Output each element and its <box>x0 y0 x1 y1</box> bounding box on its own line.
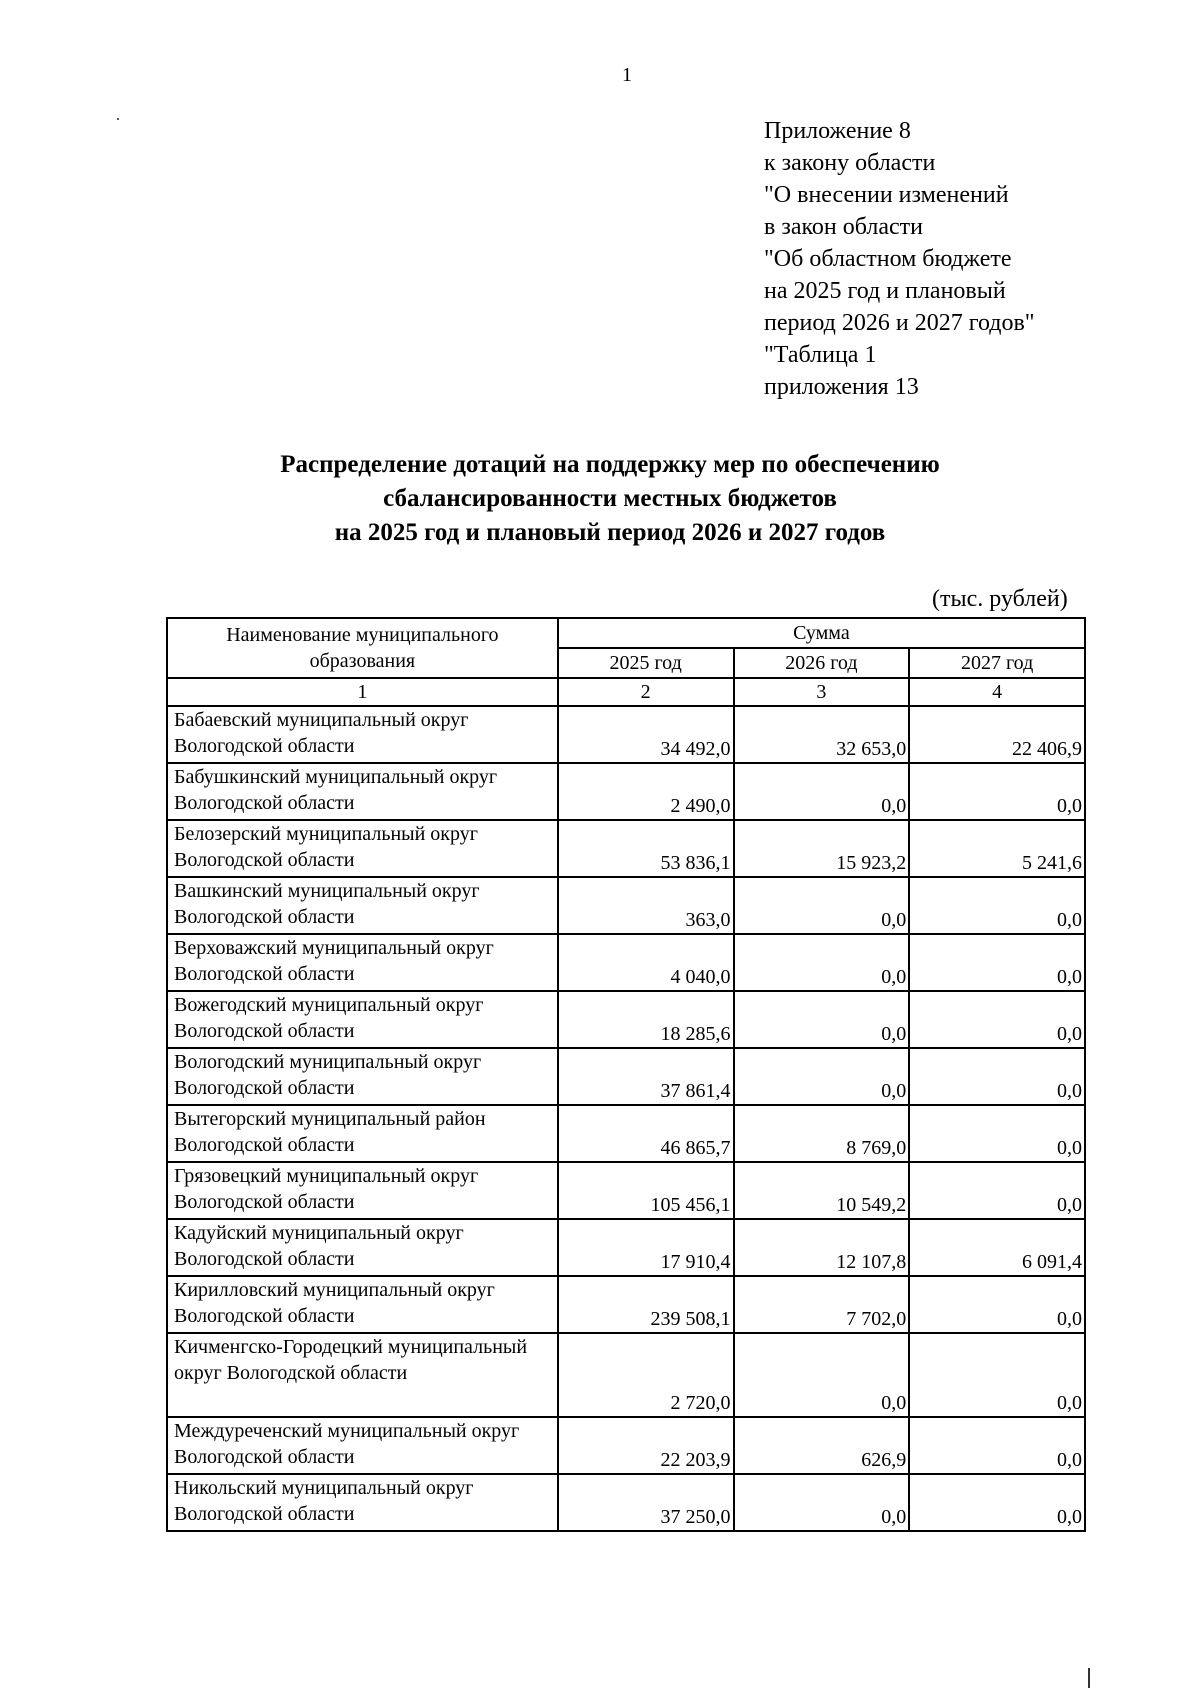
value-2025-cell: 46 865,7 <box>558 1105 734 1162</box>
units-label: (тыс. рублей) <box>932 586 1068 612</box>
header-sum: Сумма <box>558 618 1085 648</box>
municipality-name-cell: Вытегорский муниципальный район Вологодской области <box>167 1105 558 1162</box>
header-name: Наименование муниципального образования <box>167 618 558 678</box>
subsidy-table <box>166 617 1086 1532</box>
value-2026-cell: 12 107,8 <box>734 1219 910 1276</box>
title-line: Распределение дотаций на поддержку мер по обеспечению <box>280 451 940 478</box>
value-2026-cell: 0,0 <box>734 1048 910 1105</box>
value-2026-cell: 15 923,2 <box>734 820 910 877</box>
value-2026-cell: 8 769,0 <box>734 1105 910 1162</box>
table-body <box>167 706 1085 1531</box>
value-2025-cell: 105 456,1 <box>558 1162 734 1219</box>
municipality-name-cell: Кадуйский муниципальный округ Вологодской области <box>167 1219 558 1276</box>
value-2027-cell: 0,0 <box>909 1474 1085 1531</box>
value-2025-cell: 363,0 <box>558 877 734 934</box>
appendix-line: на 2025 год и плановый <box>764 278 1006 304</box>
municipality-name-cell: Бабаевский муниципальный округ Вологодской области <box>167 706 558 763</box>
value-2027-cell: 0,0 <box>909 1162 1085 1219</box>
header-year-2025: 2025 год <box>558 648 734 678</box>
value-2026-cell: 0,0 <box>734 877 910 934</box>
table-row <box>167 763 1085 820</box>
value-2027-cell: 22 406,9 <box>909 706 1085 763</box>
value-2025-cell: 2 720,0 <box>558 1333 734 1417</box>
value-2026-cell: 0,0 <box>734 934 910 991</box>
header-year-2026: 2026 год <box>734 648 910 678</box>
table-row <box>167 1105 1085 1162</box>
column-number: 4 <box>909 678 1085 706</box>
value-2025-cell: 239 508,1 <box>558 1276 734 1333</box>
value-2025-cell: 18 285,6 <box>558 991 734 1048</box>
table-row <box>167 934 1085 991</box>
value-2027-cell: 0,0 <box>909 1276 1085 1333</box>
value-2025-cell: 53 836,1 <box>558 820 734 877</box>
appendix-reference <box>764 115 1035 403</box>
value-2027-cell: 0,0 <box>909 991 1085 1048</box>
appendix-line: приложения 13 <box>764 374 919 400</box>
value-2025-cell: 22 203,9 <box>558 1417 734 1474</box>
table-row <box>167 1162 1085 1219</box>
value-2027-cell: 0,0 <box>909 1105 1085 1162</box>
table-row <box>167 1219 1085 1276</box>
value-2027-cell: 0,0 <box>909 1333 1085 1417</box>
municipality-name-cell: Верховажский муниципальный округ Вологодской области <box>167 934 558 991</box>
table-row <box>167 1276 1085 1333</box>
table-row <box>167 1474 1085 1531</box>
municipality-name-cell: Грязовецкий муниципальный округ Вологодской области <box>167 1162 558 1219</box>
appendix-line: к закону области <box>764 150 936 176</box>
table-row <box>167 1048 1085 1105</box>
municipality-name-cell: Вологодский муниципальный округ Вологодской области <box>167 1048 558 1105</box>
value-2026-cell: 0,0 <box>734 763 910 820</box>
column-number: 3 <box>734 678 910 706</box>
appendix-line: период 2026 и 2027 годов" <box>764 310 1035 336</box>
value-2026-cell: 0,0 <box>734 991 910 1048</box>
appendix-line: "О внесении изменений <box>764 182 1009 208</box>
column-number: 2 <box>558 678 734 706</box>
value-2026-cell: 7 702,0 <box>734 1276 910 1333</box>
table-row <box>167 1417 1085 1474</box>
title-line: на 2025 год и плановый период 2026 и 2027 годов <box>334 519 886 546</box>
document-title <box>180 448 1040 550</box>
table-row <box>167 877 1085 934</box>
value-2025-cell: 4 040,0 <box>558 934 734 991</box>
value-2026-cell: 32 653,0 <box>734 706 910 763</box>
value-2027-cell: 0,0 <box>909 1048 1085 1105</box>
value-2025-cell: 37 250,0 <box>558 1474 734 1531</box>
table-row <box>167 820 1085 877</box>
value-2025-cell: 2 490,0 <box>558 763 734 820</box>
municipality-name-cell: Кирилловский муниципальный округ Вологодской области <box>167 1276 558 1333</box>
value-2026-cell: 0,0 <box>734 1474 910 1531</box>
appendix-line: "Об областном бюджете <box>764 246 1012 272</box>
edge-mark <box>1088 1668 1090 1688</box>
table-row <box>167 1333 1085 1417</box>
scan-dot <box>117 118 119 120</box>
appendix-line: "Таблица 1 <box>764 342 877 368</box>
value-2027-cell: 0,0 <box>909 763 1085 820</box>
value-2027-cell: 0,0 <box>909 877 1085 934</box>
value-2026-cell: 10 549,2 <box>734 1162 910 1219</box>
municipality-name-cell: Вожегодский муниципальный округ Вологодской области <box>167 991 558 1048</box>
table-row <box>167 991 1085 1048</box>
municipality-name-cell: Никольский муниципальный округ Вологодской области <box>167 1474 558 1531</box>
value-2025-cell: 37 861,4 <box>558 1048 734 1105</box>
page-number: 1 <box>622 64 632 86</box>
value-2027-cell: 0,0 <box>909 934 1085 991</box>
appendix-line: в закон области <box>764 214 923 240</box>
column-number: 1 <box>167 678 558 706</box>
appendix-line: Приложение 8 <box>764 118 911 144</box>
municipality-name-cell: Белозерский муниципальный округ Вологодской области <box>167 820 558 877</box>
municipality-name-cell: Междуреченский муниципальный округ Вологодской области <box>167 1417 558 1474</box>
value-2027-cell: 6 091,4 <box>909 1219 1085 1276</box>
value-2027-cell: 5 241,6 <box>909 820 1085 877</box>
municipality-name-cell: Вашкинский муниципальный округ Вологодской области <box>167 877 558 934</box>
header-year-2027: 2027 год <box>909 648 1085 678</box>
value-2025-cell: 17 910,4 <box>558 1219 734 1276</box>
value-2026-cell: 626,9 <box>734 1417 910 1474</box>
municipality-name-cell: Бабушкинский муниципальный округ Вологодской области <box>167 763 558 820</box>
value-2025-cell: 34 492,0 <box>558 706 734 763</box>
value-2027-cell: 0,0 <box>909 1417 1085 1474</box>
title-line: сбалансированности местных бюджетов <box>383 485 837 512</box>
value-2026-cell: 0,0 <box>734 1333 910 1417</box>
municipality-name-cell: Кичменгско-Городецкий муниципальный округ Вологодской области <box>167 1333 558 1417</box>
table-row <box>167 706 1085 763</box>
